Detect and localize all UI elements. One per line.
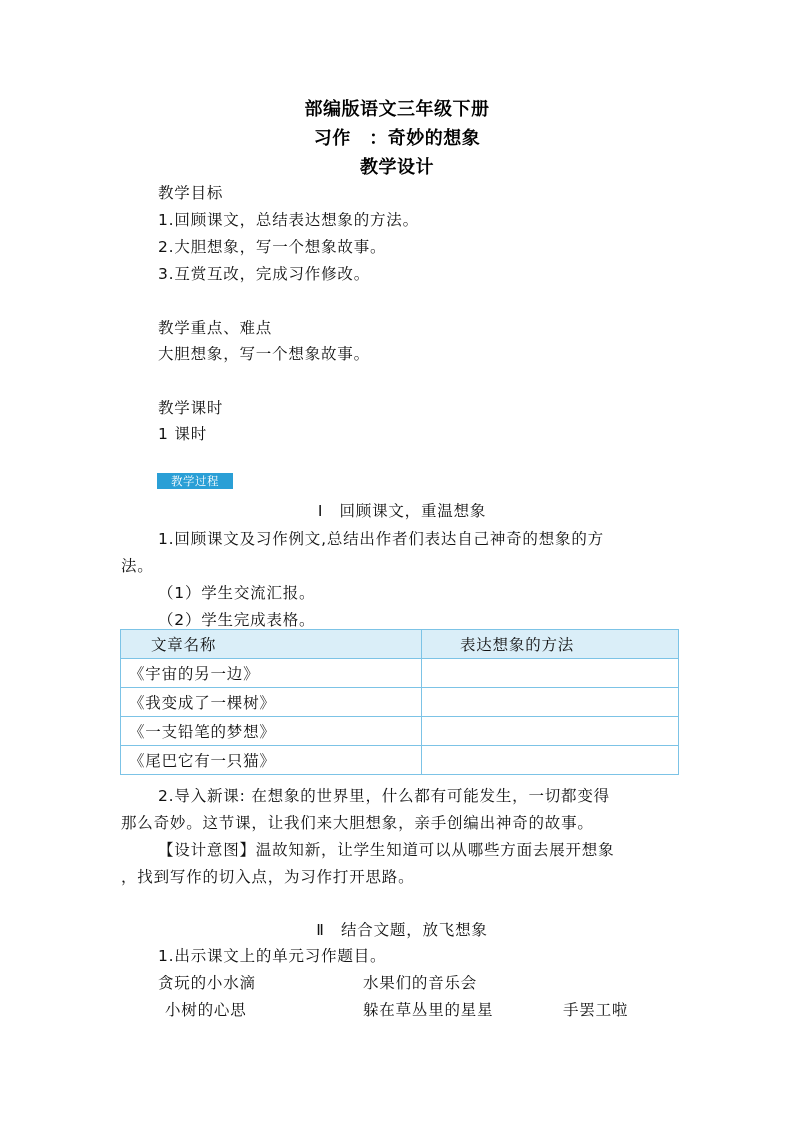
topic-item: 水果们的音乐会	[363, 974, 478, 992]
doc-subtitle: 习作 ：奇妙的想象	[313, 128, 481, 149]
periods-heading: 教学课时	[158, 399, 224, 417]
table-cell	[422, 659, 679, 688]
section1-item2-line2: 那么奇妙。这节课，让我们来大胆想象，亲手创编出神奇的故事。	[121, 814, 594, 832]
section1-item2-line1: 2.导入新课: 在想象的世界里，什么都有可能发生，一切都变得	[158, 787, 610, 805]
objective-item: 2.大胆想象，写一个想象故事。	[158, 238, 387, 256]
table-cell: 《我变成了一棵树》	[121, 688, 422, 717]
section1-sub2: （2）学生完成表格。	[158, 611, 316, 629]
section1-item1-line2: 法。	[121, 557, 154, 575]
doc-type-title: 教学设计	[360, 157, 434, 178]
key-points-heading: 教学重点、难点	[158, 319, 273, 337]
objectives-heading: 教学目标	[158, 184, 224, 202]
doc-title: 部编版语文三年级下册	[304, 99, 490, 120]
table-header-cell: 文章名称	[121, 630, 422, 659]
table-header-cell: 表达想象的方法	[422, 630, 679, 659]
table-row	[121, 688, 679, 717]
table-row	[121, 746, 679, 775]
section2-item1: 1.出示课文上的单元习作题目。	[158, 947, 387, 965]
table-cell: 《尾巴它有一只猫》	[121, 746, 422, 775]
topic-item: 躲在草丛里的星星	[363, 1001, 494, 1019]
table-cell: 《宇宙的另一边》	[121, 659, 422, 688]
process-badge: 教学过程	[157, 473, 233, 489]
table-cell	[422, 688, 679, 717]
section2-heading: Ⅱ 结合文题，放飞想象	[316, 921, 488, 939]
objective-item: 1.回顾课文，总结表达想象的方法。	[158, 211, 419, 229]
table-row	[121, 659, 679, 688]
topic-item: 手罢工啦	[563, 1001, 629, 1019]
design-intent-line2: ，找到写作的切入点，为习作打开思路。	[121, 868, 415, 886]
key-points-text: 大胆想象，写一个想象故事。	[158, 345, 370, 363]
section1-sub1: （1）学生交流汇报。	[158, 584, 316, 602]
methods-table	[120, 629, 679, 775]
design-intent-line1: 【设计意图】温故知新，让学生知道可以从哪些方面去展开想象	[158, 841, 615, 859]
objective-item: 3.互赏互改，完成习作修改。	[158, 265, 370, 283]
topic-item: 贪玩的小水滴	[158, 974, 256, 992]
table-cell	[422, 717, 679, 746]
table-cell	[422, 746, 679, 775]
section1-heading: Ⅰ 回顾课文，重温想象	[317, 502, 487, 520]
periods-text: 1 课时	[158, 425, 207, 443]
topic-item: 小树的心思	[165, 1001, 247, 1019]
table-header-row	[121, 630, 679, 659]
table-row	[121, 717, 679, 746]
section1-item1-line1: 1.回顾课文及习作例文,总结出作者们表达自己神奇的想象的方	[158, 530, 604, 548]
table-cell: 《一支铅笔的梦想》	[121, 717, 422, 746]
